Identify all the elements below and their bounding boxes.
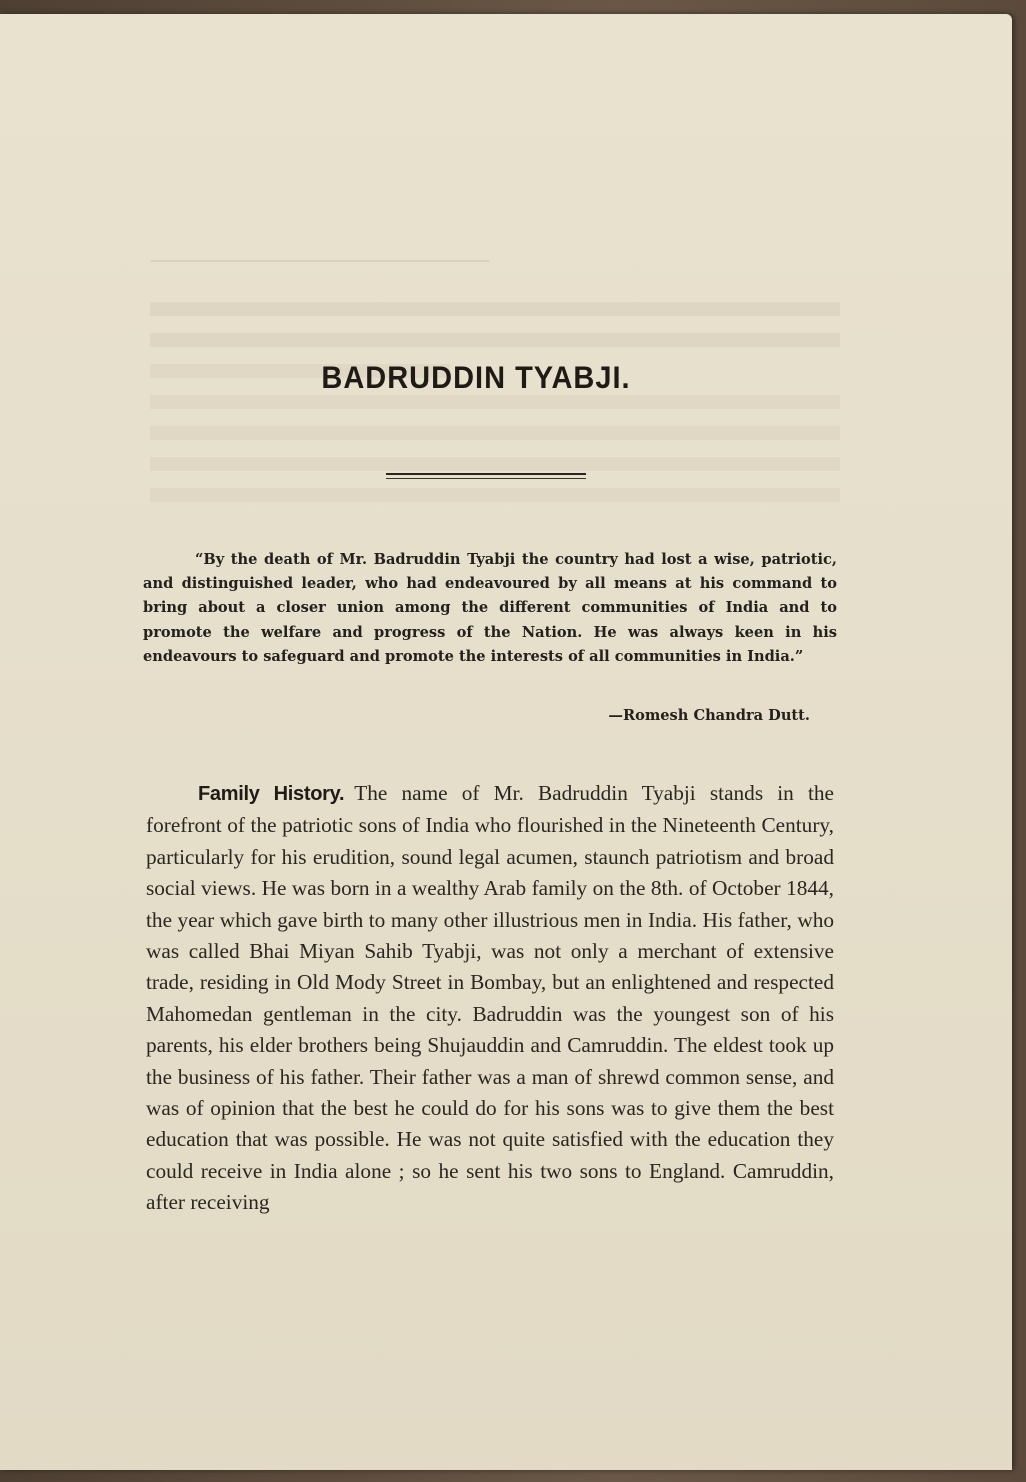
paragraph-text: The name of Mr. Badruddin Tyabji stands in the forefront of the patriotic sons of India who flourished in the Nineteenth Century, particularly for his erudition, sound legal acumen, staunch patriotism and broad social views. He was born in a wealthy Arab family on the 8th. of October 1844, the year which gave birth to many other illustrious men in India. His father, who was called Bhai Miyan Sahib Tyabji, was not only a merchant of extensive trade, residing in Old Mody Street in Bombay, but an enlightened and respected Mahomedan gentleman in the city. Badruddin was the youngest son of his parents, his elder brothers being Shujauddin and Camruddin. The eldest took up the business of his father. Their father was a man of shrewd common sense, and was of opinion that the best he could do for his sons was to give them the best education that was possible. He was not quite satisfied with the education they could receive in India alone ; so he sent his two sons to England. Camruddin, after receiving (146, 781, 834, 1215)
quote-attribution: —Romesh Chandra Dutt. (608, 707, 810, 724)
section-heading: Family History. (198, 783, 345, 805)
document-page (0, 14, 1012, 1470)
body-paragraph (146, 778, 834, 1219)
page-title: BADRUDDIN TYABJI. (321, 360, 631, 396)
epigraph-quote: “By the death of Mr. Badruddin Tyabji the country had lost a wise, patriotic, and distinguished leader, who had endeavoured by all means at his command to bring about a closer union among the different communities of India and to promote the welfare and progress of the Nation. He was always keen in his endeavours to safeguard and promote the interests of all communities in India.” (143, 551, 837, 665)
title-divider (386, 473, 586, 475)
